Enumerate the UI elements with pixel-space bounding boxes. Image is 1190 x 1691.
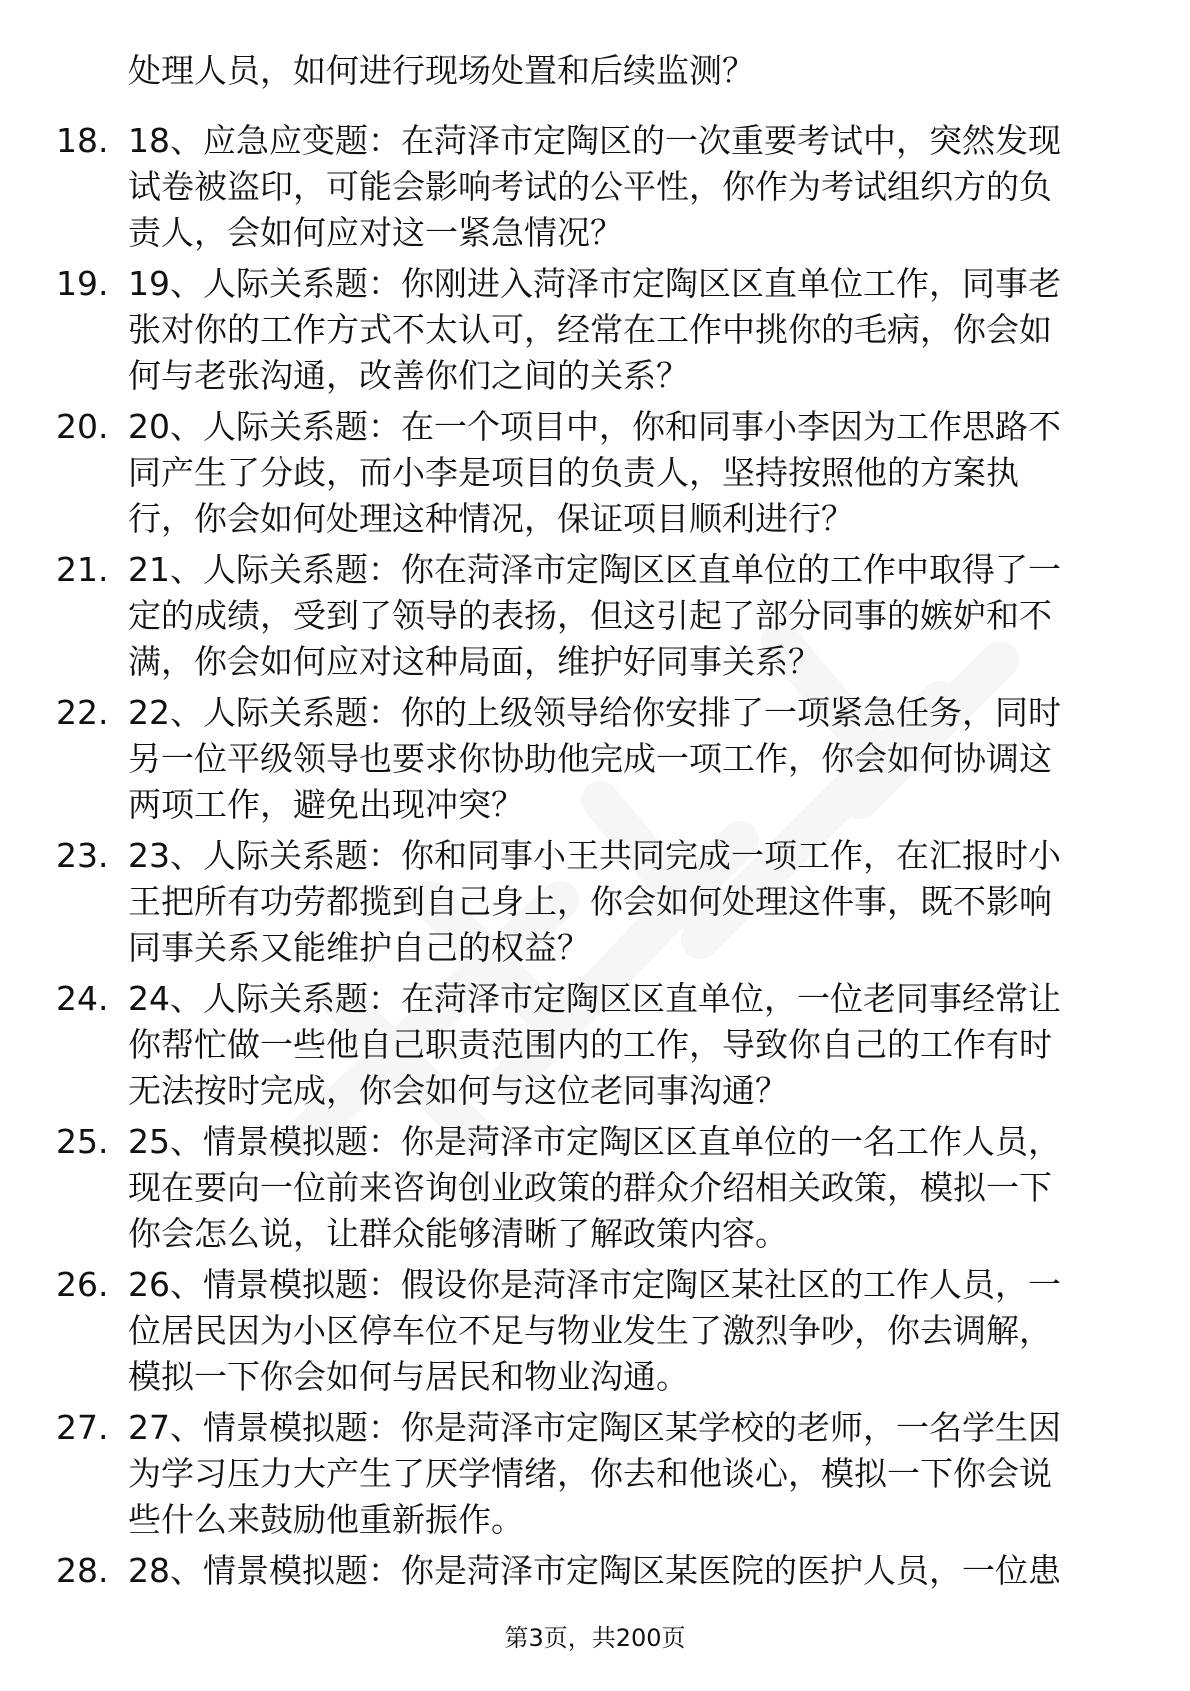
item-text-line: 19、人际关系题：你刚进入菏泽市定陶区区直单位工作，同事老 bbox=[128, 264, 1061, 303]
item-text bbox=[128, 1548, 1128, 1594]
item-text-line: 你会怎么说，让群众能够清晰了解政策内容。 bbox=[128, 1214, 788, 1253]
item-text-line: 两项工作，避免出现冲突？ bbox=[128, 785, 524, 824]
item-text-line: 张对你的工作方式不太认可，经常在工作中挑你的毛病，你会如 bbox=[128, 310, 1052, 349]
item-text-line: 23、人际关系题：你和同事小王共同完成一项工作，在汇报时小 bbox=[128, 836, 1061, 875]
item-text bbox=[128, 1119, 1128, 1257]
list-item bbox=[0, 1548, 1190, 1691]
item-text-line: 18、应急应变题：在菏泽市定陶区的一次重要考试中，突然发现 bbox=[128, 121, 1061, 160]
item-text-line: 同事关系又能维护自己的权益？ bbox=[128, 928, 590, 967]
item-number: 21. bbox=[56, 550, 109, 589]
item-number: 25. bbox=[56, 1122, 109, 1161]
list-item bbox=[0, 118, 1190, 261]
item-text bbox=[128, 404, 1128, 542]
list-item bbox=[0, 1119, 1190, 1262]
list-item bbox=[0, 833, 1190, 976]
item-text bbox=[128, 118, 1128, 256]
item-number: 18. bbox=[56, 121, 109, 160]
item-text-line: 同产生了分歧，而小李是项目的负责人，坚持按照他的方案执 bbox=[128, 453, 1019, 492]
item-text-line: 责人，会如何应对这一紧急情况？ bbox=[128, 213, 623, 252]
item-number: 24. bbox=[56, 979, 109, 1018]
item-text-line: 另一位平级领导也要求你协助他完成一项工作，你会如何协调这 bbox=[128, 739, 1052, 778]
list-item bbox=[0, 976, 1190, 1119]
item-text bbox=[128, 1405, 1128, 1543]
item-number: 27. bbox=[56, 1408, 109, 1447]
item-text bbox=[128, 690, 1128, 828]
item-text-line: 满，你会如何应对这种局面，维护好同事关系？ bbox=[128, 642, 821, 681]
item-number: 22. bbox=[56, 693, 109, 732]
item-text-line: 25、情景模拟题：你是菏泽市定陶区区直单位的一名工作人员， bbox=[128, 1122, 1061, 1161]
item-text-line: 王把所有功劳都揽到自己身上，你会如何处理这件事，既不影响 bbox=[128, 882, 1052, 921]
item-number: 28. bbox=[56, 1551, 109, 1590]
item-text-line: 你帮忙做一些他自己职责范围内的工作，导致你自己的工作有时 bbox=[128, 1025, 1052, 1064]
item-text bbox=[128, 1262, 1128, 1400]
item-text-line: 何与老张沟通，改善你们之间的关系？ bbox=[128, 356, 689, 395]
item-text-line: 无法按时完成，你会如何与这位老同事沟通？ bbox=[128, 1071, 788, 1110]
item-text-line: 22、人际关系题：你的上级领导给你安排了一项紧急任务，同时 bbox=[128, 693, 1061, 732]
item-text bbox=[128, 547, 1128, 685]
item-number: 26. bbox=[56, 1265, 109, 1304]
item-text-line: 为学习压力大产生了厌学情绪，你去和他谈心，模拟一下你会说 bbox=[128, 1454, 1052, 1493]
list-item bbox=[0, 404, 1190, 547]
item-number: 19. bbox=[56, 264, 109, 303]
item-text-line: 现在要向一位前来咨询创业政策的群众介绍相关政策，模拟一下 bbox=[128, 1168, 1052, 1207]
item-text-line: 位居民因为小区停车位不足与物业发生了激烈争吵，你去调解， bbox=[128, 1311, 1052, 1350]
continuation-text: 处理人员，如何进行现场处置和后续监测？ bbox=[128, 51, 755, 90]
item-text-line: 27、情景模拟题：你是菏泽市定陶区某学校的老师，一名学生因 bbox=[128, 1408, 1061, 1447]
list-item bbox=[0, 1262, 1190, 1405]
item-text-line: 定的成绩，受到了领导的表扬，但这引起了部分同事的嫉妒和不 bbox=[128, 596, 1052, 635]
item-text-line: 些什么来鼓励他重新振作。 bbox=[128, 1500, 524, 1539]
item-text bbox=[128, 261, 1128, 399]
item-text-line: 试卷被盗印，可能会影响考试的公平性，你作为考试组织方的负 bbox=[128, 167, 1052, 206]
item-text-line: 行，你会如何处理这种情况，保证项目顺利进行？ bbox=[128, 499, 854, 538]
item-text-line: 21、人际关系题：你在菏泽市定陶区区直单位的工作中取得了一 bbox=[128, 550, 1061, 589]
list-item bbox=[0, 261, 1190, 404]
item-number: 23. bbox=[56, 836, 109, 875]
item-text bbox=[128, 976, 1128, 1114]
item-text-line: 模拟一下你会如何与居民和物业沟通。 bbox=[128, 1357, 689, 1396]
list-item bbox=[0, 547, 1190, 690]
item-text-line: 28、情景模拟题：你是菏泽市定陶区某医院的医护人员，一位患 bbox=[128, 1551, 1061, 1590]
item-number: 20. bbox=[56, 407, 109, 446]
page-footer: 第3页，共200页 bbox=[504, 1624, 686, 1652]
list-item bbox=[0, 1405, 1190, 1548]
list-item bbox=[0, 690, 1190, 833]
item-text-line: 26、情景模拟题：假设你是菏泽市定陶区某社区的工作人员，一 bbox=[128, 1265, 1061, 1304]
item-text bbox=[128, 833, 1128, 971]
question-list bbox=[0, 118, 1190, 1691]
item-text-line: 20、人际关系题：在一个项目中，你和同事小李因为工作思路不 bbox=[128, 407, 1061, 446]
item-text-line: 24、人际关系题：在菏泽市定陶区区直单位，一位老同事经常让 bbox=[128, 979, 1061, 1018]
